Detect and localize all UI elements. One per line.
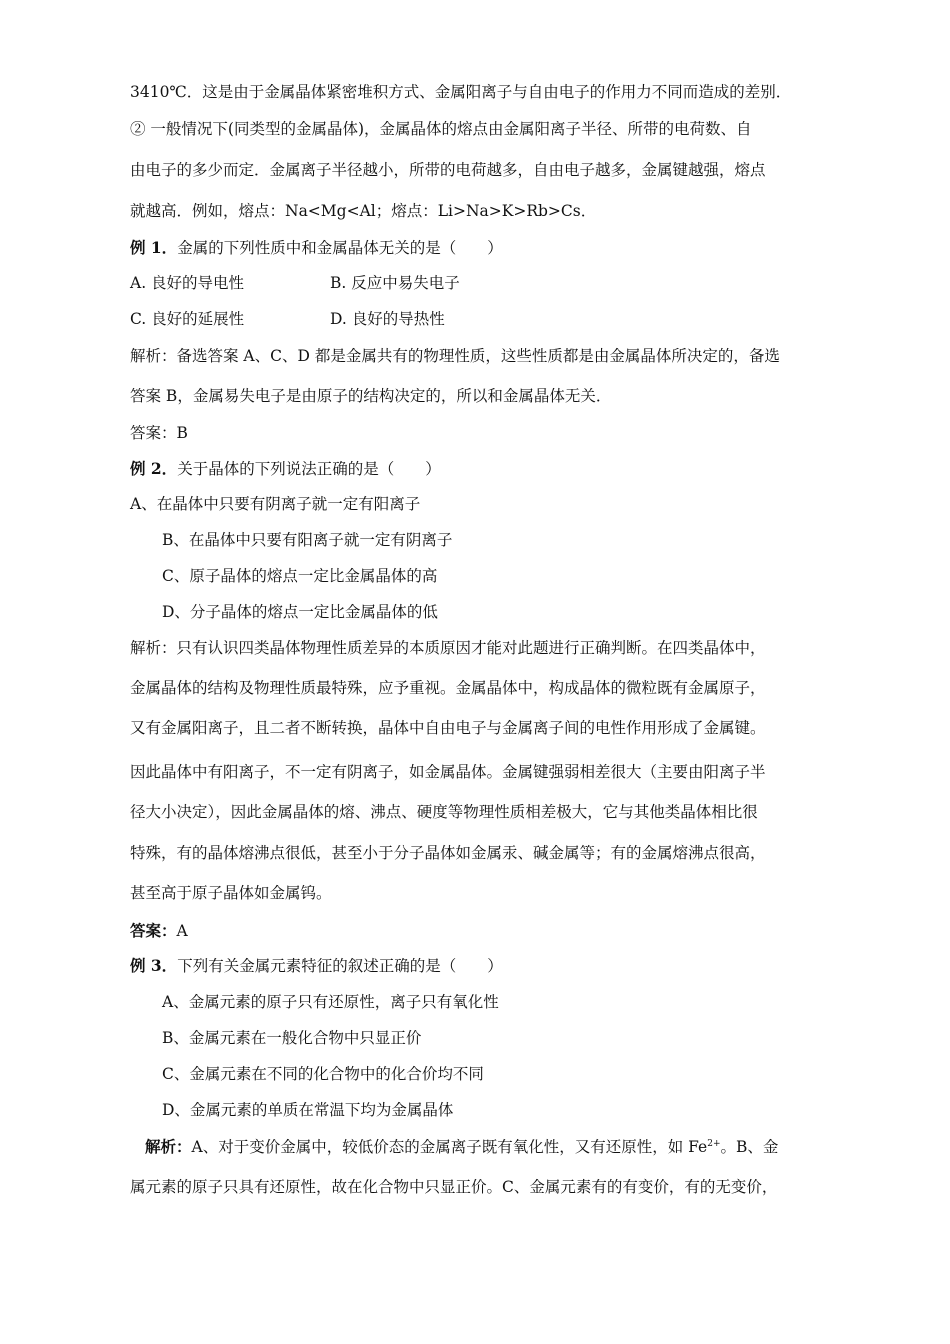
body-line: ② 一般情况下(同类型的金属晶体)，金属晶体的熔点由金属阳离子半径、所带的电荷数、自 [130, 120, 752, 138]
analysis-line: 又有金属阳离子，且二者不断转换，晶体中自由电子与金属离子间的电性作用形成了金属键。 [130, 719, 766, 737]
option-c: C. 良好的延展性 [130, 310, 245, 328]
example-2-stem: 关于晶体的下列说法正确的是（ ） [177, 460, 441, 478]
example-1-label: 例 1． [130, 238, 178, 257]
example-1-stem: 金属的下列性质中和金属晶体无关的是（ ） [177, 239, 503, 257]
analysis-line: 答案 B，金属易失电子是由原子的结构决定的，所以和金属晶体无关． [130, 387, 612, 405]
example-1-question [130, 238, 830, 258]
option-d: D、分子晶体的熔点一定比金属晶体的低 [162, 603, 438, 621]
option-a: A. 良好的导电性 [130, 274, 245, 292]
option-b: B、在晶体中只要有阳离子就一定有阴离子 [162, 531, 453, 549]
example-3-label: 例 3． [130, 956, 178, 975]
analysis-line: 径大小决定），因此金属晶体的熔、沸点、硬度等物理性质相差极大，它与其他类晶体相比很 [130, 803, 758, 821]
analysis-line [145, 1137, 845, 1157]
option-a: A、在晶体中只要有阴离子就一定有阳离子 [130, 495, 421, 513]
example-3-question [130, 956, 830, 976]
example-2-question [130, 459, 830, 479]
option-b: B、金属元素在一般化合物中只显正价 [162, 1029, 422, 1047]
analysis-line: 特殊，有的晶体熔沸点很低，甚至小于分子晶体如金属汞、碱金属等；有的金属熔沸点很高， [130, 844, 766, 862]
answer-line: 答案：B [130, 424, 188, 442]
body-line: 就越高．例如，熔点：Na<Mg<Al；熔点：Li>Na>K>Rb>Cs． [130, 202, 597, 220]
analysis-label: 解析： [145, 1137, 192, 1156]
option-c: C、金属元素在不同的化合物中的化合价均不同 [162, 1065, 484, 1083]
option-d: D. 良好的导热性 [330, 310, 445, 328]
analysis-line: 解析：只有认识四类晶体物理性质差异的本质原因才能对此题进行正确判断。在四类晶体中， [130, 639, 766, 657]
analysis-text: A、对于变价金属中，较低价态的金属离子既有氧化性，又有还原性，如 Fe [191, 1138, 708, 1156]
analysis-line: 因此晶体中有阳离子，不一定有阴离子，如金属晶体。金属键强弱相差很大（主要由阳离子半 [130, 763, 766, 781]
answer-line [130, 921, 830, 941]
ion-charge: 2+ [707, 1138, 721, 1149]
analysis-text-tail: 。B、金 [720, 1138, 779, 1156]
option-d: D、金属元素的单质在常温下均为金属晶体 [162, 1101, 454, 1119]
option-c: C、原子晶体的熔点一定比金属晶体的高 [162, 567, 438, 585]
analysis-line: 属元素的原子只具有还原性，故在化合物中只显正价。C、金属元素有的有变价，有的无变价， [130, 1178, 778, 1196]
body-line: 由电子的多少而定．金属离子半径越小，所带的电荷越多，自由电子越多，金属键越强，熔点 [130, 161, 766, 179]
answer-label: 答案： [130, 921, 177, 940]
body-line: 3410℃．这是由于金属晶体紧密堆积方式、金属阳离子与自由电子的作用力不同而造成的差别． [130, 83, 792, 101]
example-2-label: 例 2． [130, 459, 178, 478]
analysis-line: 金属晶体的结构及物理性质最特殊，应予重视。金属晶体中，构成晶体的微粒既有金属原子， [130, 679, 766, 697]
analysis-line: 甚至高于原子晶体如金属钨。 [130, 884, 332, 902]
example-3-stem: 下列有关金属元素特征的叙述正确的是（ ） [177, 957, 503, 975]
answer-value: A [176, 922, 188, 940]
analysis-line: 解析：备选答案 A、C、D 都是金属共有的物理性质，这些性质都是由金属晶体所决定的，备选 [130, 347, 780, 365]
option-a: A、金属元素的原子只有还原性，离子只有氧化性 [162, 993, 499, 1011]
option-b: B. 反应中易失电子 [330, 274, 460, 292]
